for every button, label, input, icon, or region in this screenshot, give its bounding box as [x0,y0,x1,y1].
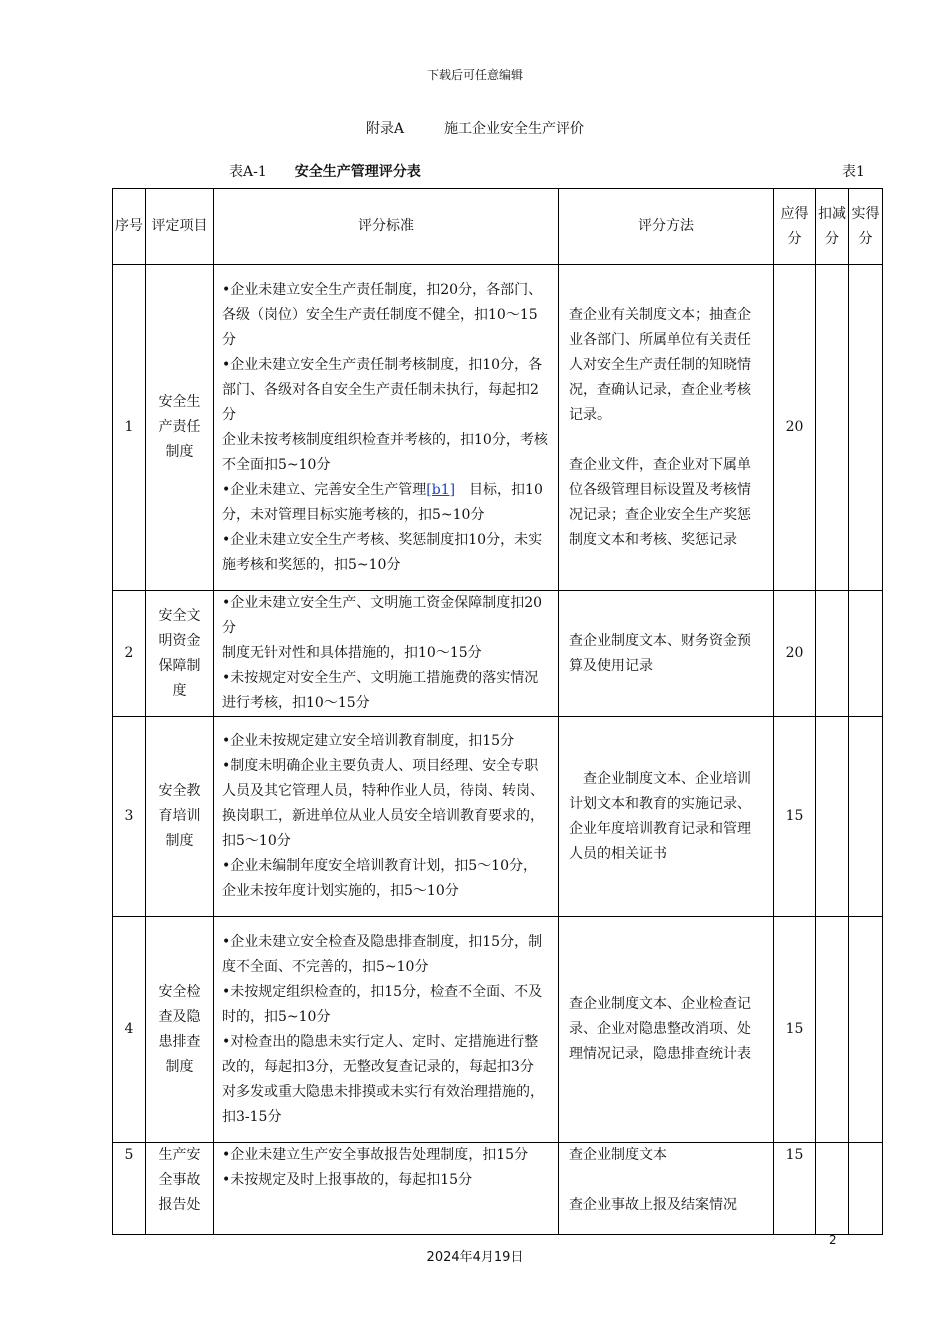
row-no: 2 [113,591,146,717]
col-header: 应得分 [774,189,816,265]
row-method [559,917,774,1143]
row-deduct [816,917,849,1143]
footer-date: 2024年4月19日 [426,1250,524,1265]
criteria-line: •未按规定组织检查的，扣15分，检查不全面、不及时的，扣5~10分 [222,983,543,1025]
table-row [113,917,883,1143]
row-criteria [214,1143,559,1235]
comment-link[interactable]: [b1] [426,481,456,498]
method-text: 查企业文件，查企业对下属单位各级管理目标设置及考核情况记录；查企业安全生产奖惩制度文本和考核、奖惩记录 [569,456,751,548]
col-header: 评分方法 [559,189,774,265]
criteria-line: •企业未编制年度安全培训教育计划，扣5～10分，企业未按年度计划实施的，扣5～10分 [222,858,537,899]
row-method [559,591,774,717]
col-header: 序号 [113,189,146,265]
row-score: 20 [774,265,816,591]
row-deduct [816,1143,849,1235]
criteria-line: 对多发或重大隐患未排摸或未实行有效治理措施的，扣3-15分 [222,1083,544,1125]
table-title: 安全生产管理评分表 [294,164,421,180]
criteria-line: •制度未明确企业主要负责人、项目经理、安全专职人员及其它管理人员，特种作业人员，待岗、转岗、换岗职工，新进单位从业人员安全培训教育要求的，扣5～10分 [222,758,544,849]
criteria-text: 目标，扣10分，未对管理目标实施考核的，扣5~10分 [222,481,543,523]
row-method [559,717,774,917]
method-text: 查企业制度文本、企业培训计划文本和教育的实施记录、企业年度培训教育记录和管理人员的相关证书 [569,770,751,862]
row-item: 安全教育培训制度 [146,717,214,917]
row-method [559,265,774,591]
criteria-line: •未按规定对安全生产、文明施工措施费的落实情况进行考核，扣10～15分 [222,670,539,711]
table-row [113,265,883,591]
row-score: 20 [774,591,816,717]
table-caption [229,161,421,181]
col-header: 实得分 [849,189,883,265]
table-row [113,1143,883,1235]
table-number: 表A-1 [229,164,267,180]
table-header-row [113,189,883,265]
method-text: 查企业事故上报及结案情况 [569,1197,737,1213]
method-text: 查企业制度文本、财务资金预算及使用记录 [569,632,751,674]
row-no: 1 [113,265,146,591]
criteria-text: •企业未建立、完善安全生产管理 [222,481,427,498]
appendix-heading [0,118,950,138]
row-criteria [214,591,559,717]
criteria-line: 企业未按考核制度组织检查并考核的，扣10分，考核不全面扣5~10分 [222,431,548,473]
method-text: 查企业有关制度文本；抽查企业各部门、所属单位有关责任人对安全生产责任制的知晓情况，查确认记录，查企业考核记录。 [569,306,751,423]
criteria-line: •企业未建立生产安全事故报告处理制度，扣15分 [222,1147,529,1163]
criteria-line [222,478,548,528]
row-no: 5 [113,1143,146,1235]
table-no: 表1 [842,164,865,180]
row-actual [849,591,883,717]
criteria-line: •企业未建立安全生产责任制考核制度，扣10分，各部门、各级对各自安全生产责任制未执行，每起扣2分 [222,356,543,423]
col-header: 评分标准 [214,189,559,265]
row-criteria [214,717,559,917]
criteria-line: 制度无针对性和具体措施的，扣10～15分 [222,645,482,661]
appendix-title: 施工企业安全生产评价 [444,121,585,137]
row-score: 15 [774,1143,816,1235]
criteria-line: •企业未建立安全生产责任制度，扣20分，各部门、各级（岗位）安全生产责任制度不健全，扣10～15分 [222,281,543,348]
criteria-line: •未按规定及时上报事故的，每起扣15分 [222,1172,473,1188]
appendix-label: 附录A [365,121,405,137]
row-score: 15 [774,917,816,1143]
row-method [559,1143,774,1235]
method-text: 查企业制度文本 [569,1147,667,1163]
row-criteria [214,265,559,591]
row-item: 生产安全事故报告处 [146,1143,214,1235]
row-deduct [816,591,849,717]
row-item: 安全检查及隐患排查制度 [146,917,214,1143]
criteria-line: •企业未建立安全生产考核、奖惩制度扣10分，未实施考核和奖惩的，扣5~10分 [222,531,543,573]
score-table [112,188,883,1235]
table-row [113,591,883,717]
header-note: 下载后可任意编辑 [426,68,523,82]
col-header: 评定项目 [146,189,214,265]
page-number: 2 [829,1233,837,1247]
row-criteria [214,917,559,1143]
row-no: 4 [113,917,146,1143]
method-text: 查企业制度文本、企业检查记录、企业对隐患整改消项、处理情况记录，隐患排查统计表 [569,996,751,1062]
criteria-line: •企业未按规定建立安全培训教育制度，扣15分 [222,733,515,749]
criteria-line: •企业未建立安全检查及隐患排查制度，扣15分，制度不全面、不完善的，扣5~10分 [222,933,543,975]
criteria-line: •对检查出的隐患未实行定人、定时、定措施进行整改的，每起扣3分，无整改复查记录的，每起扣3分 [222,1033,539,1075]
col-header: 扣减分 [816,189,849,265]
row-deduct [816,265,849,591]
row-no: 3 [113,717,146,917]
row-actual [849,1143,883,1235]
row-actual [849,717,883,917]
criteria-line: •企业未建立安全生产、文明施工资金保障制度扣20分 [222,595,543,636]
row-item: 安全文明资金保障制度 [146,591,214,717]
row-deduct [816,717,849,917]
table-row [113,717,883,917]
row-actual [849,917,883,1143]
row-item: 安全生产责任制度 [146,265,214,591]
row-score: 15 [774,717,816,917]
row-actual [849,265,883,591]
